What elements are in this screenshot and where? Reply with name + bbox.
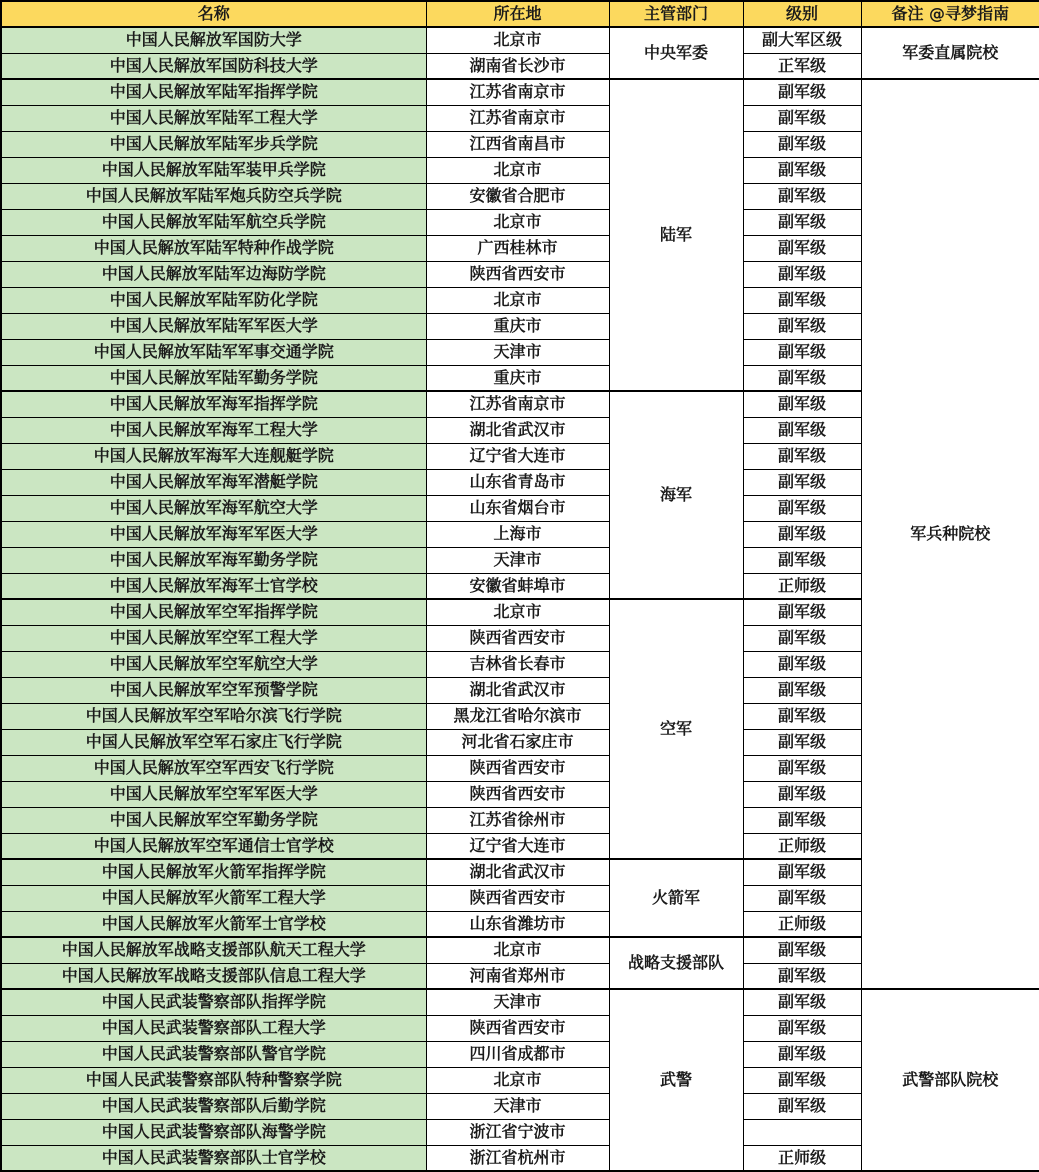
level-cell: 副军级 <box>743 183 861 209</box>
location-cell: 广西桂林市 <box>426 235 609 261</box>
location-cell: 江苏省南京市 <box>426 391 609 417</box>
level-cell: 副军级 <box>743 599 861 625</box>
school-name-cell: 中国人民解放军海军士官学校 <box>1 573 426 599</box>
level-cell: 副军级 <box>743 651 861 677</box>
school-name-cell: 中国人民武装警察部队警官学院 <box>1 1041 426 1067</box>
level-cell: 副军级 <box>743 105 861 131</box>
school-name-cell: 中国人民解放军海军大连舰艇学院 <box>1 443 426 469</box>
school-name-cell: 中国人民解放军海军指挥学院 <box>1 391 426 417</box>
location-cell: 湖北省武汉市 <box>426 677 609 703</box>
level-cell: 副军级 <box>743 625 861 651</box>
location-cell: 江苏省徐州市 <box>426 807 609 833</box>
level-cell: 副军级 <box>743 469 861 495</box>
level-cell <box>743 1119 861 1145</box>
school-name-cell: 中国人民解放军火箭军指挥学院 <box>1 859 426 885</box>
location-cell: 江苏省南京市 <box>426 79 609 105</box>
level-cell: 副军级 <box>743 209 861 235</box>
table-body <box>1 27 1039 1171</box>
location-cell: 四川省成都市 <box>426 1041 609 1067</box>
school-name-cell: 中国人民武装警察部队指挥学院 <box>1 989 426 1015</box>
department-cell: 海军 <box>609 391 743 599</box>
school-name-cell: 中国人民解放军空军石家庄飞行学院 <box>1 729 426 755</box>
school-name-cell: 中国人民解放军陆军步兵学院 <box>1 131 426 157</box>
location-cell: 山东省潍坊市 <box>426 911 609 937</box>
level-cell: 正军级 <box>743 53 861 79</box>
school-name-cell: 中国人民解放军陆军指挥学院 <box>1 79 426 105</box>
location-cell: 北京市 <box>426 937 609 963</box>
school-name-cell: 中国人民解放军空军工程大学 <box>1 625 426 651</box>
level-cell: 副军级 <box>743 235 861 261</box>
location-cell: 天津市 <box>426 1093 609 1119</box>
school-name-cell: 中国人民解放军空军军医大学 <box>1 781 426 807</box>
location-cell: 河南省郑州市 <box>426 963 609 989</box>
department-cell: 武警 <box>609 989 743 1171</box>
location-cell: 河北省石家庄市 <box>426 729 609 755</box>
level-cell: 副军级 <box>743 391 861 417</box>
level-cell: 副军级 <box>743 859 861 885</box>
level-cell: 副军级 <box>743 1015 861 1041</box>
school-name-cell: 中国人民武装警察部队士官学校 <box>1 1145 426 1171</box>
school-name-cell: 中国人民解放军火箭军工程大学 <box>1 885 426 911</box>
school-name-cell: 中国人民解放军陆军防化学院 <box>1 287 426 313</box>
school-name-cell: 中国人民武装警察部队特种警察学院 <box>1 1067 426 1093</box>
level-cell: 副大军区级 <box>743 27 861 53</box>
location-cell: 北京市 <box>426 1067 609 1093</box>
location-cell: 安徽省蚌埠市 <box>426 573 609 599</box>
level-cell: 副军级 <box>743 79 861 105</box>
level-cell: 副军级 <box>743 989 861 1015</box>
school-name-cell: 中国人民解放军陆军航空兵学院 <box>1 209 426 235</box>
level-cell: 副军级 <box>743 157 861 183</box>
location-cell: 江西省南昌市 <box>426 131 609 157</box>
location-cell: 重庆市 <box>426 313 609 339</box>
school-name-cell: 中国人民武装警察部队海警学院 <box>1 1119 426 1145</box>
header-location: 所在地 <box>426 1 609 27</box>
level-cell: 副军级 <box>743 729 861 755</box>
department-cell: 战略支援部队 <box>609 937 743 989</box>
location-cell: 辽宁省大连市 <box>426 833 609 859</box>
school-name-cell: 中国人民解放军国防大学 <box>1 27 426 53</box>
location-cell: 黑龙江省哈尔滨市 <box>426 703 609 729</box>
remark-cell: 武警部队院校 <box>861 989 1039 1171</box>
location-cell: 陕西省西安市 <box>426 625 609 651</box>
school-name-cell: 中国人民解放军国防科技大学 <box>1 53 426 79</box>
location-cell: 天津市 <box>426 339 609 365</box>
level-cell: 副军级 <box>743 963 861 989</box>
level-cell: 副军级 <box>743 937 861 963</box>
location-cell: 山东省青岛市 <box>426 469 609 495</box>
level-cell: 正师级 <box>743 573 861 599</box>
level-cell: 副军级 <box>743 1041 861 1067</box>
school-name-cell: 中国人民解放军陆军勤务学院 <box>1 365 426 391</box>
location-cell: 陕西省西安市 <box>426 885 609 911</box>
header-remark: 备注 @寻梦指南 <box>861 1 1039 27</box>
school-name-cell: 中国人民解放军陆军工程大学 <box>1 105 426 131</box>
header-level: 级别 <box>743 1 861 27</box>
level-cell: 副军级 <box>743 287 861 313</box>
level-cell: 副军级 <box>743 443 861 469</box>
location-cell: 陕西省西安市 <box>426 261 609 287</box>
location-cell: 天津市 <box>426 547 609 573</box>
level-cell: 副军级 <box>743 521 861 547</box>
school-name-cell: 中国人民解放军陆军边海防学院 <box>1 261 426 287</box>
level-cell: 副军级 <box>743 1093 861 1119</box>
school-name-cell: 中国人民武装警察部队工程大学 <box>1 1015 426 1041</box>
location-cell: 湖北省武汉市 <box>426 417 609 443</box>
level-cell: 副军级 <box>743 677 861 703</box>
header-name: 名称 <box>1 1 426 27</box>
level-cell: 副军级 <box>743 495 861 521</box>
level-cell: 副军级 <box>743 807 861 833</box>
header-department: 主管部门 <box>609 1 743 27</box>
school-name-cell: 中国人民解放军海军潜艇学院 <box>1 469 426 495</box>
school-name-cell: 中国人民解放军火箭军士官学校 <box>1 911 426 937</box>
location-cell: 北京市 <box>426 287 609 313</box>
school-name-cell: 中国人民解放军空军指挥学院 <box>1 599 426 625</box>
department-cell: 火箭军 <box>609 859 743 937</box>
school-name-cell: 中国人民解放军战略支援部队航天工程大学 <box>1 937 426 963</box>
school-name-cell: 中国人民解放军空军预警学院 <box>1 677 426 703</box>
school-name-cell: 中国人民武装警察部队后勤学院 <box>1 1093 426 1119</box>
location-cell: 浙江省杭州市 <box>426 1145 609 1171</box>
school-name-cell: 中国人民解放军空军勤务学院 <box>1 807 426 833</box>
location-cell: 江苏省南京市 <box>426 105 609 131</box>
location-cell: 北京市 <box>426 27 609 53</box>
location-cell: 陕西省西安市 <box>426 781 609 807</box>
school-name-cell: 中国人民解放军陆军装甲兵学院 <box>1 157 426 183</box>
level-cell: 副军级 <box>743 781 861 807</box>
school-name-cell: 中国人民解放军空军哈尔滨飞行学院 <box>1 703 426 729</box>
location-cell: 湖北省武汉市 <box>426 859 609 885</box>
location-cell: 天津市 <box>426 989 609 1015</box>
remark-cell: 军兵种院校 <box>861 79 1039 989</box>
school-name-cell: 中国人民解放军陆军炮兵防空兵学院 <box>1 183 426 209</box>
level-cell: 副军级 <box>743 755 861 781</box>
school-name-cell: 中国人民解放军战略支援部队信息工程大学 <box>1 963 426 989</box>
location-cell: 北京市 <box>426 209 609 235</box>
table-row <box>1 27 1039 53</box>
school-name-cell: 中国人民解放军海军工程大学 <box>1 417 426 443</box>
level-cell: 副军级 <box>743 365 861 391</box>
level-cell: 副军级 <box>743 261 861 287</box>
location-cell: 吉林省长春市 <box>426 651 609 677</box>
level-cell: 副军级 <box>743 313 861 339</box>
location-cell: 陕西省西安市 <box>426 1015 609 1041</box>
location-cell: 山东省烟台市 <box>426 495 609 521</box>
level-cell: 副军级 <box>743 1067 861 1093</box>
school-name-cell: 中国人民解放军陆军军医大学 <box>1 313 426 339</box>
location-cell: 北京市 <box>426 157 609 183</box>
location-cell: 重庆市 <box>426 365 609 391</box>
school-name-cell: 中国人民解放军海军勤务学院 <box>1 547 426 573</box>
school-name-cell: 中国人民解放军海军航空大学 <box>1 495 426 521</box>
location-cell: 湖南省长沙市 <box>426 53 609 79</box>
department-cell: 陆军 <box>609 79 743 391</box>
location-cell: 陕西省西安市 <box>426 755 609 781</box>
level-cell: 副军级 <box>743 131 861 157</box>
department-cell: 中央军委 <box>609 27 743 79</box>
department-cell: 空军 <box>609 599 743 859</box>
level-cell: 副军级 <box>743 703 861 729</box>
remark-cell: 军委直属院校 <box>861 27 1039 79</box>
level-cell: 副军级 <box>743 547 861 573</box>
school-name-cell: 中国人民解放军海军军医大学 <box>1 521 426 547</box>
level-cell: 副军级 <box>743 339 861 365</box>
level-cell: 副军级 <box>743 885 861 911</box>
school-name-cell: 中国人民解放军陆军特种作战学院 <box>1 235 426 261</box>
location-cell: 北京市 <box>426 599 609 625</box>
school-name-cell: 中国人民解放军陆军军事交通学院 <box>1 339 426 365</box>
school-name-cell: 中国人民解放军空军西安飞行学院 <box>1 755 426 781</box>
location-cell: 安徽省合肥市 <box>426 183 609 209</box>
level-cell: 副军级 <box>743 417 861 443</box>
level-cell: 正师级 <box>743 911 861 937</box>
school-name-cell: 中国人民解放军空军航空大学 <box>1 651 426 677</box>
level-cell: 正师级 <box>743 833 861 859</box>
school-name-cell: 中国人民解放军空军通信士官学校 <box>1 833 426 859</box>
level-cell: 正师级 <box>743 1145 861 1171</box>
table-row <box>1 989 1039 1015</box>
location-cell: 辽宁省大连市 <box>426 443 609 469</box>
location-cell: 浙江省宁波市 <box>426 1119 609 1145</box>
table-header-row <box>1 1 1039 27</box>
table-row <box>1 79 1039 105</box>
location-cell: 上海市 <box>426 521 609 547</box>
